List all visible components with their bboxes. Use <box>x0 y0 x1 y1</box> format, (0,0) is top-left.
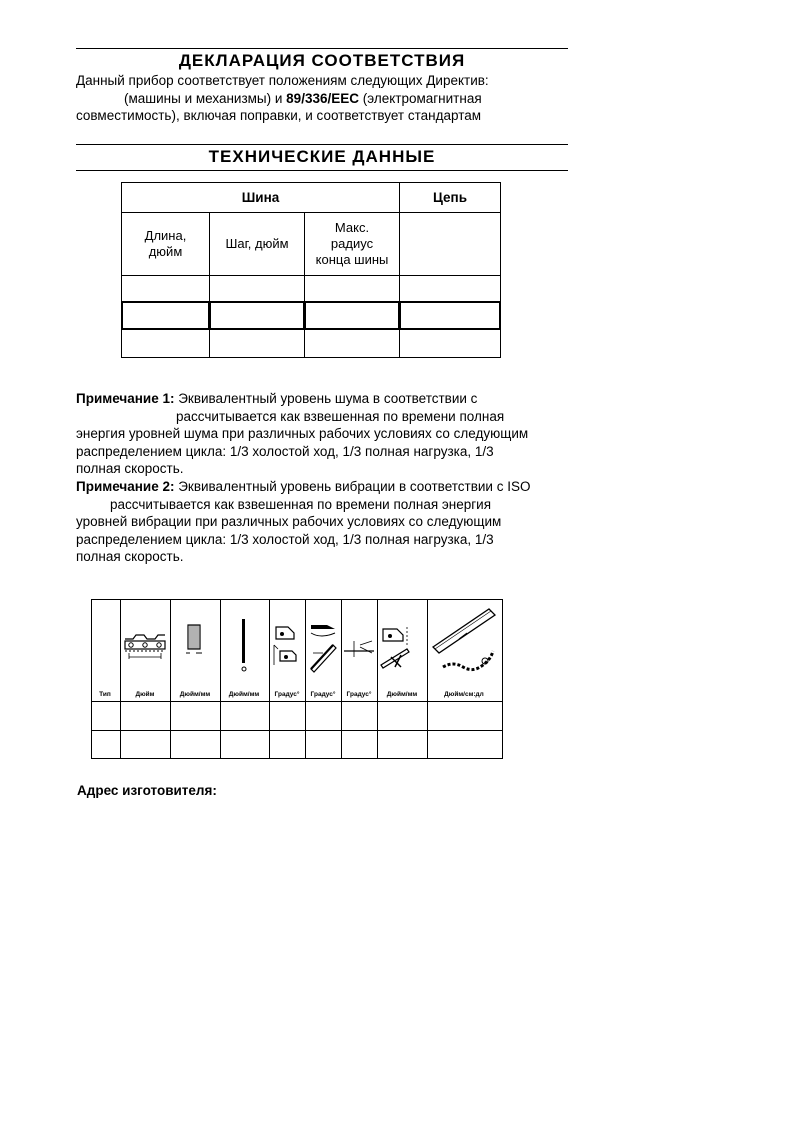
tech-bottom-divider <box>76 170 568 171</box>
note-2-line-2: рассчитывается как взвешенная по времени полная энергия <box>110 496 492 512</box>
t2-row-divider <box>91 730 503 731</box>
col-length-line-1: Длина, <box>144 228 187 243</box>
note-1-text: Эквивалентный уровень шума в соответствии с <box>174 391 478 406</box>
note-1-line-5: полная скорость. <box>76 461 184 476</box>
unit-angle-1: Градус° <box>274 691 300 698</box>
note-2 <box>76 478 576 566</box>
declaration-line-1: Данный прибор соответствует положениям следующих Директив: <box>76 73 489 88</box>
declaration-line-3: совместимость), включая поправки, и соответствует стандартам <box>76 108 482 123</box>
note-2-line-3: уровней вибрации при различных рабочих условиях со следующим <box>76 514 502 529</box>
manufacturer-address-label: Адрес изготовителя: <box>77 783 217 798</box>
t2-v-5 <box>305 599 306 759</box>
note-2-line-5: полная скорость. <box>76 549 184 564</box>
tech-title: ТЕХНИЧЕСКИЕ ДАННЫЕ <box>208 147 436 166</box>
table-row-2-cell-2 <box>209 301 305 330</box>
t2-v-9 <box>502 599 503 759</box>
note-1 <box>76 390 576 478</box>
declaration-text <box>76 72 576 125</box>
declaration-line-2 <box>76 90 576 108</box>
declaration-line-2-post: (электромагнитная <box>358 90 482 106</box>
top-divider <box>76 48 568 49</box>
col-radius-line-2: радиус <box>330 236 374 251</box>
col-radius-line-3: конца шины <box>315 252 389 267</box>
t2-v-7 <box>377 599 378 759</box>
col-pitch: Шаг, дюйм <box>209 212 305 276</box>
unit-angle-2: Градус° <box>310 691 336 698</box>
note-2-line-1 <box>76 478 576 496</box>
note-1-label: Примечание 1: <box>76 391 175 406</box>
note-2-label: Примечание 2: <box>76 479 175 494</box>
t2-v-8 <box>427 599 428 759</box>
declaration-line-2-pre: (машины и механизмы) и <box>124 90 287 106</box>
tech-table <box>121 182 501 358</box>
depth-gauge-icon <box>379 621 425 675</box>
col-radius <box>304 212 400 276</box>
tech-top-divider <box>76 144 568 145</box>
table-row-1-cell-4 <box>399 275 501 302</box>
declaration-title: ДЕКЛАРАЦИЯ СООТВЕТСТВИЯ <box>178 51 466 70</box>
table-row-1-cell-2 <box>209 275 305 302</box>
table-row-2-cell-1 <box>121 301 210 330</box>
chain-spec-table <box>91 599 503 759</box>
t2-v-0 <box>91 599 92 759</box>
note-1-line-1 <box>76 390 576 408</box>
table-row-3-cell-1 <box>121 329 210 358</box>
note-1-line-4: распределением цикла: 1/3 холостой ход, 1/3 полная нагрузка, 1/3 <box>76 443 494 459</box>
table-row-2-cell-4 <box>399 301 501 330</box>
note-2-text: Эквивалентный уровень вибрации в соответствии с ISO <box>174 479 531 494</box>
bar-and-chain-icon <box>429 605 499 685</box>
chain-link-icon <box>123 629 167 665</box>
unit-depth: Дюйм/мм <box>386 691 418 698</box>
col-chain <box>399 212 501 276</box>
unit-bar-chain: Дюйм/см:дл <box>444 691 484 698</box>
note-2-line-4: распределением цикла: 1/3 холостой ход, 1/3 полная нагрузка, 1/3 <box>76 531 494 547</box>
note-1-line-3: энергия уровней шума при различных рабочих условиях со следующим <box>76 426 529 441</box>
t2-v-1 <box>120 599 121 759</box>
t2-v-3 <box>220 599 221 759</box>
bar-header: Шина <box>121 182 400 213</box>
note-1-line-2: рассчитывается как взвешенная по времени полная <box>176 408 505 424</box>
file-gauge-icon <box>184 621 206 661</box>
table-row-1-cell-1 <box>121 275 210 302</box>
t2-header-bottom <box>91 701 503 702</box>
table-row-2-cell-3 <box>304 301 400 330</box>
col-radius-line-1: Макс. <box>334 220 370 235</box>
t2-v-2 <box>170 599 171 759</box>
filing-angle-icon <box>342 637 376 661</box>
col-length <box>121 212 210 276</box>
side-plate-angle-icon <box>307 619 341 675</box>
t2-v-6 <box>341 599 342 759</box>
unit-type: Тип <box>99 691 111 698</box>
chain-header: Цепь <box>399 182 501 213</box>
unit-file-diameter: Дюйм/мм <box>228 691 260 698</box>
unit-pitch: Дюйм <box>135 691 155 698</box>
table-row-3-cell-2 <box>209 329 305 358</box>
t2-v-4 <box>269 599 270 759</box>
col-length-line-2: дюйм <box>148 244 183 259</box>
t2-top-border <box>91 599 503 600</box>
t2-bottom-border <box>91 758 503 759</box>
top-plate-angle-icon <box>272 621 302 671</box>
directive-number: 89/336/EEC <box>286 90 359 106</box>
unit-file-gauge: Дюйм/мм <box>179 691 211 698</box>
unit-angle-3: Градус° <box>346 691 372 698</box>
round-file-icon <box>237 617 251 673</box>
table-row-3-cell-4 <box>399 329 501 358</box>
table-row-3-cell-3 <box>304 329 400 358</box>
table-row-1-cell-3 <box>304 275 400 302</box>
